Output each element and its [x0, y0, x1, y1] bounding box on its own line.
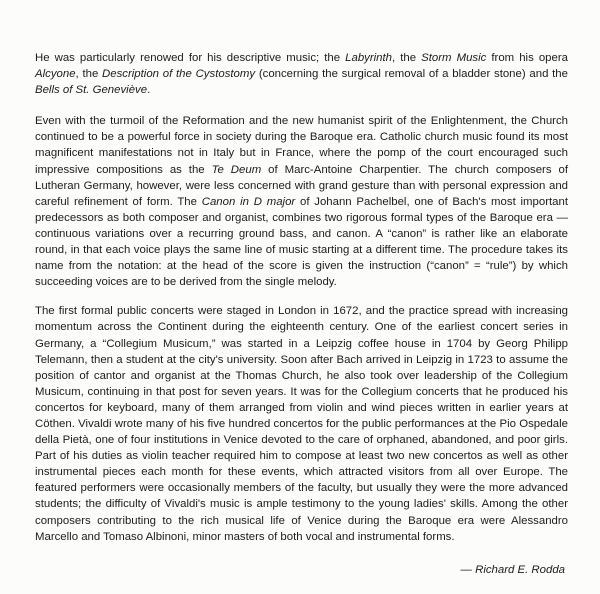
italic-title-storm-music: Storm Music [421, 52, 487, 64]
text-run: from his opera [486, 52, 568, 64]
text-run: Even with the turmoil of the Reformation and the new humanist spirit of the Enlightenment, the Church continued to be a powerful force in society during the Baroque era. Catholic church music found its most magnificent manifestations not in Italy but in France, where the pomp of the court encouraged such impressive compositions as the [35, 115, 568, 176]
text-run: (concerning the surgical removal of a bladder stone) and the [255, 68, 568, 81]
paragraph-church-music [35, 113, 568, 290]
text-run: , the [392, 52, 422, 64]
document-page [35, 50, 568, 578]
italic-title-cystostomy: Description of the Cystostomy [102, 68, 256, 81]
italic-title-te-deum: Te Deum [211, 163, 262, 176]
text-run: , the [75, 68, 103, 81]
paragraph-public-concerts [35, 303, 568, 544]
italic-title-canon-in-d: Canon in D major [201, 195, 296, 208]
text-run: The first formal public concerts were staged in London in 1672, and the practice spread with increasing momentum across the Continent during the eighteenth century. One of the earliest concert series in Germany, a “Collegium Musicum,” was started in a Leipzig coffee house in 1704 by Georg Philipp Telemann, then a student at the city's university. Soon after Bach arrived in Leipzig in 1723 to assume the position of cantor and organist at the Thomas Church, he also took over leadership of the Collegium Musicum, continuing in that post for seven years. It was for the Collegium concerts that he produced his concertos for keyboard, many of them arranged from violin and wind pieces written in earlier years at Cöthen. Vivaldi wrote many of his five hundred concertos for the public performances at the Pio Ospedale della Pietà, one of four institutions in Venice devoted to the care of orphaned, abandoned, and poor girls. Part of his duties as violin teacher required him to compose at least two new concertos as well as other instrumental pieces each month for these events, which attracted visitors from all over Europe. The featured performers were occasionally members of the faculty, but usually they were the more advanced students; the difficulty of Vivaldi's music is ample testimony to the young ladies' skills. Among the other composers contributing to the rich musical life of Venice during the Baroque era were Alessandro Marcello and Tomaso Albinoni, minor masters of both vocal and instrumental forms. [35, 305, 568, 543]
italic-title-bells: Bells of St. Geneviève [35, 84, 148, 97]
italic-title-labyrinth: Labyrinth [345, 52, 393, 64]
paragraph-descriptive-music [35, 50, 568, 98]
text-run: of Marc-Antoine Charpentier. The church composers of Lutheran Germany, however, were less concerned with grand gesture than with personal expression and careful refinement of form. The [35, 163, 569, 208]
text-run: of Johann Pachelbel, one of Bach's most important predecessors as both composer and organist, combines two rigorous formal types of the Baroque era — continuous variations over a recurring ground bass, and canon. A “canon” is rather like an elaborate round, in that each voice plays the same line of music starting at a different time. The procedure takes its name from the notation: at the head of the score is given the instruction (“canon” = “rule”) by which succeeding voices are to be derived from the single melody. [35, 195, 568, 289]
text-run: He was particularly renowed for his descriptive music; the [35, 52, 346, 64]
text-run: . [147, 84, 151, 97]
italic-title-alcyone: Alcyone [35, 68, 76, 81]
author-signature: — Richard E. Rodda [460, 563, 565, 576]
